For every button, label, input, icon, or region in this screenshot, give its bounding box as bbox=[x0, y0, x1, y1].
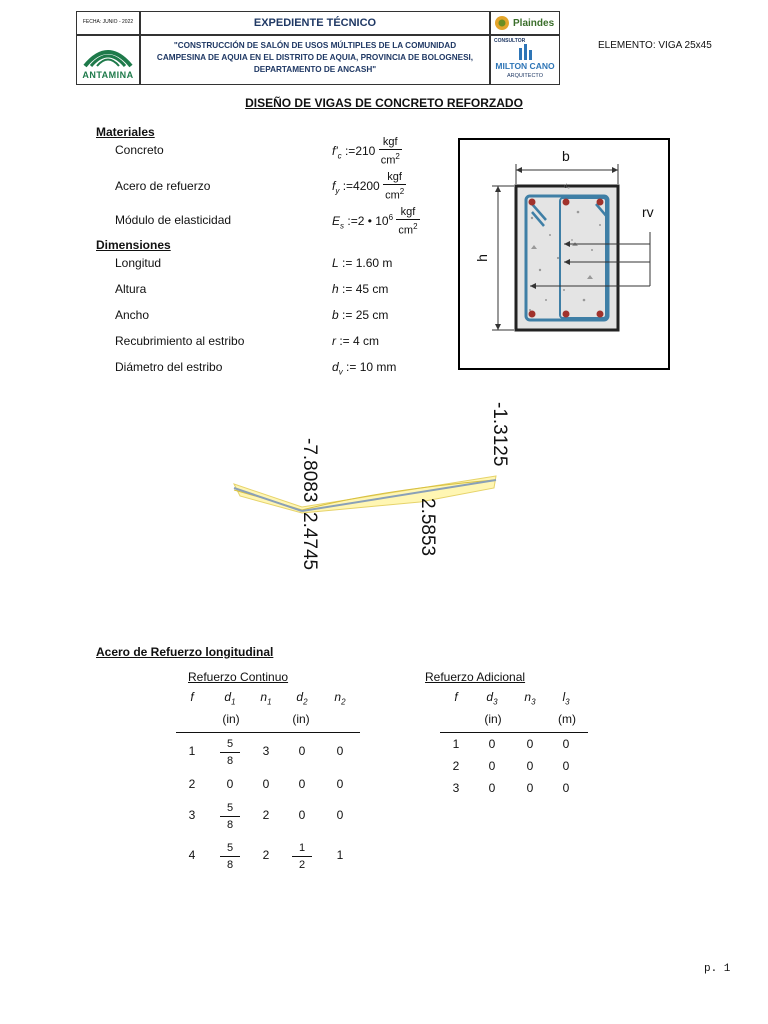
elastic-modulus-unit: $\frac{\text{kgf}}{cm^2}$ bbox=[398, 206, 418, 237]
length-formula: L := 1.60 m bbox=[332, 256, 393, 270]
beam-axis-left bbox=[234, 488, 302, 511]
moment-label-left-positive: 2.4745 bbox=[299, 512, 320, 571]
table-row: 2 bbox=[188, 777, 196, 791]
header-date: FECHA: JUNIO - 2022 bbox=[82, 19, 134, 25]
document-type-title: EXPEDIENTE TÉCNICO bbox=[253, 17, 377, 29]
consultant-name: MILTON CANO bbox=[495, 61, 555, 71]
consultant-logo-icon bbox=[516, 44, 536, 60]
steel-formula: $f_y$ :=4200 $\frac{\text{kgf}}{cm^2}$ bbox=[332, 171, 405, 202]
concrete-unit: $\frac{\text{kgf}}{cm^2}$ bbox=[380, 136, 400, 167]
consultant-cell bbox=[490, 35, 560, 85]
height-value: 45 cm bbox=[355, 282, 389, 296]
length-value: 1.60 m bbox=[355, 256, 393, 270]
stirrup-diameter-label: Diámetro del estribo bbox=[115, 360, 223, 374]
beam-axis-right bbox=[302, 480, 496, 511]
elastic-modulus-label: Módulo de elasticidad bbox=[115, 213, 232, 227]
moment-envelope-fill bbox=[234, 476, 496, 513]
header-title-cell bbox=[140, 11, 490, 35]
section-cover-label: dₑ bbox=[564, 184, 570, 190]
concrete-label: Concreto bbox=[115, 143, 164, 157]
steel-unit: $\frac{\text{kgf}}{cm^2}$ bbox=[385, 171, 405, 202]
consultant-label: CONSULTOR bbox=[494, 38, 526, 44]
additional-rebar-table: f $d_3$ $n_3$ $l_3$ (in) (m) 1 0 0 0 2 0 0 0 3 0 0 0 bbox=[440, 688, 588, 798]
project-title-cell bbox=[140, 35, 490, 85]
l3-unit: (m) bbox=[558, 712, 576, 726]
stirrup-diameter-value: 10 mm bbox=[359, 360, 397, 374]
materials-heading: Materiales bbox=[96, 125, 155, 139]
section-width-label: b bbox=[562, 148, 570, 164]
width-value: 25 cm bbox=[355, 308, 389, 322]
rebar-heading: Acero de Refuerzo longitudinal bbox=[96, 645, 274, 659]
partner-logo bbox=[491, 12, 559, 34]
stirrup-diameter-formula: $d_v$ := 10 mm bbox=[332, 360, 397, 377]
concrete-symbol: f' bbox=[332, 144, 338, 158]
cover-value: 4 cm bbox=[353, 334, 380, 348]
partner-logo-cell bbox=[490, 11, 560, 35]
table-row: 3 bbox=[188, 808, 196, 822]
partner-logo-icon bbox=[494, 15, 510, 31]
steel-value: 4200 bbox=[353, 179, 380, 193]
partner-logo-text: Plaindes bbox=[513, 17, 555, 29]
table-row: 1 bbox=[452, 737, 460, 751]
section-rv-label: rv bbox=[642, 204, 654, 220]
consultant-role: ARQUITECTO bbox=[507, 73, 543, 79]
cover-formula: r := 4 cm bbox=[332, 334, 380, 348]
page-number: p. 1 bbox=[704, 963, 731, 975]
elastic-modulus-formula: $E_s$ :=2 • $10^6$ $\frac{\text{kgf}}{cm^2}$ bbox=[332, 206, 418, 237]
height-label: Altura bbox=[115, 282, 147, 296]
moment-label-right-negative: -1.3125 bbox=[489, 402, 510, 467]
length-label: Longitud bbox=[115, 256, 162, 270]
d2-unit: (in) bbox=[292, 712, 310, 726]
additional-rebar-title: Refuerzo Adicional bbox=[425, 670, 526, 684]
moment-diagram-drawing bbox=[220, 400, 520, 590]
beam-section-diagram bbox=[458, 138, 670, 370]
width-formula: b := 25 cm bbox=[332, 308, 389, 322]
client-logo-text: ANTAMINA bbox=[82, 70, 134, 80]
page-title: DISEÑO DE VIGAS DE CONCRETO REFORZADO bbox=[245, 96, 523, 110]
d1-unit: (in) bbox=[222, 712, 240, 726]
cover-label: Recubrimiento al estribo bbox=[115, 334, 245, 348]
section-height-label: h bbox=[473, 254, 490, 262]
concrete-formula: $f'_c$ :=210 $\frac{\text{kgf}}{cm^2}$ bbox=[332, 136, 400, 167]
height-formula: h := 45 cm bbox=[332, 282, 389, 296]
header-date-cell bbox=[76, 11, 140, 35]
moment-diagram bbox=[220, 400, 520, 590]
d3-unit: (in) bbox=[484, 712, 502, 726]
concrete-section bbox=[516, 186, 618, 330]
concrete-value: 210 bbox=[355, 144, 376, 158]
continuous-rebar-table: f $d_1$ $n_1$ $d_2$ $n_2$ (in) (in) 1 5 8 3 0 0 2 0 0 0 0 3 5 8 2 0 0 4 5 8 2 1 2 1 bbox=[176, 688, 360, 878]
dimensions-heading: Dimensiones bbox=[96, 238, 171, 252]
client-logo-cell bbox=[76, 35, 140, 85]
moment-label-midspan-positive: 2.5853 bbox=[417, 498, 438, 557]
continuous-table-rule bbox=[176, 732, 360, 733]
table-row: 1 bbox=[188, 744, 196, 758]
steel-label: Acero de refuerzo bbox=[115, 179, 211, 193]
moment-label-left-negative: -7.8083 bbox=[299, 438, 320, 503]
table-row: 2 bbox=[452, 759, 460, 773]
table-row: 3 bbox=[452, 781, 460, 795]
beam-section-drawing bbox=[460, 140, 668, 368]
table-row: 4 bbox=[188, 848, 196, 862]
project-title: "CONSTRUCCIÓN DE SALÓN DE USOS MÚLTIPLES DE LA COMUNIDAD CAMPESINA DE AQUIA EN EL DISTRITO DE AQUIA, PROVINCIA DE BOLOGNESI, DEPARTAMENTO DE ANCASH" bbox=[156, 41, 474, 74]
elastic-modulus-value: 2 • 10 bbox=[357, 214, 389, 228]
col-f: f bbox=[190, 690, 194, 704]
element-label: ELEMENTO: VIGA 25x45 bbox=[598, 40, 712, 51]
additional-table-rule bbox=[440, 732, 588, 733]
continuous-rebar-title: Refuerzo Continuo bbox=[188, 670, 289, 684]
width-label: Ancho bbox=[115, 308, 150, 322]
